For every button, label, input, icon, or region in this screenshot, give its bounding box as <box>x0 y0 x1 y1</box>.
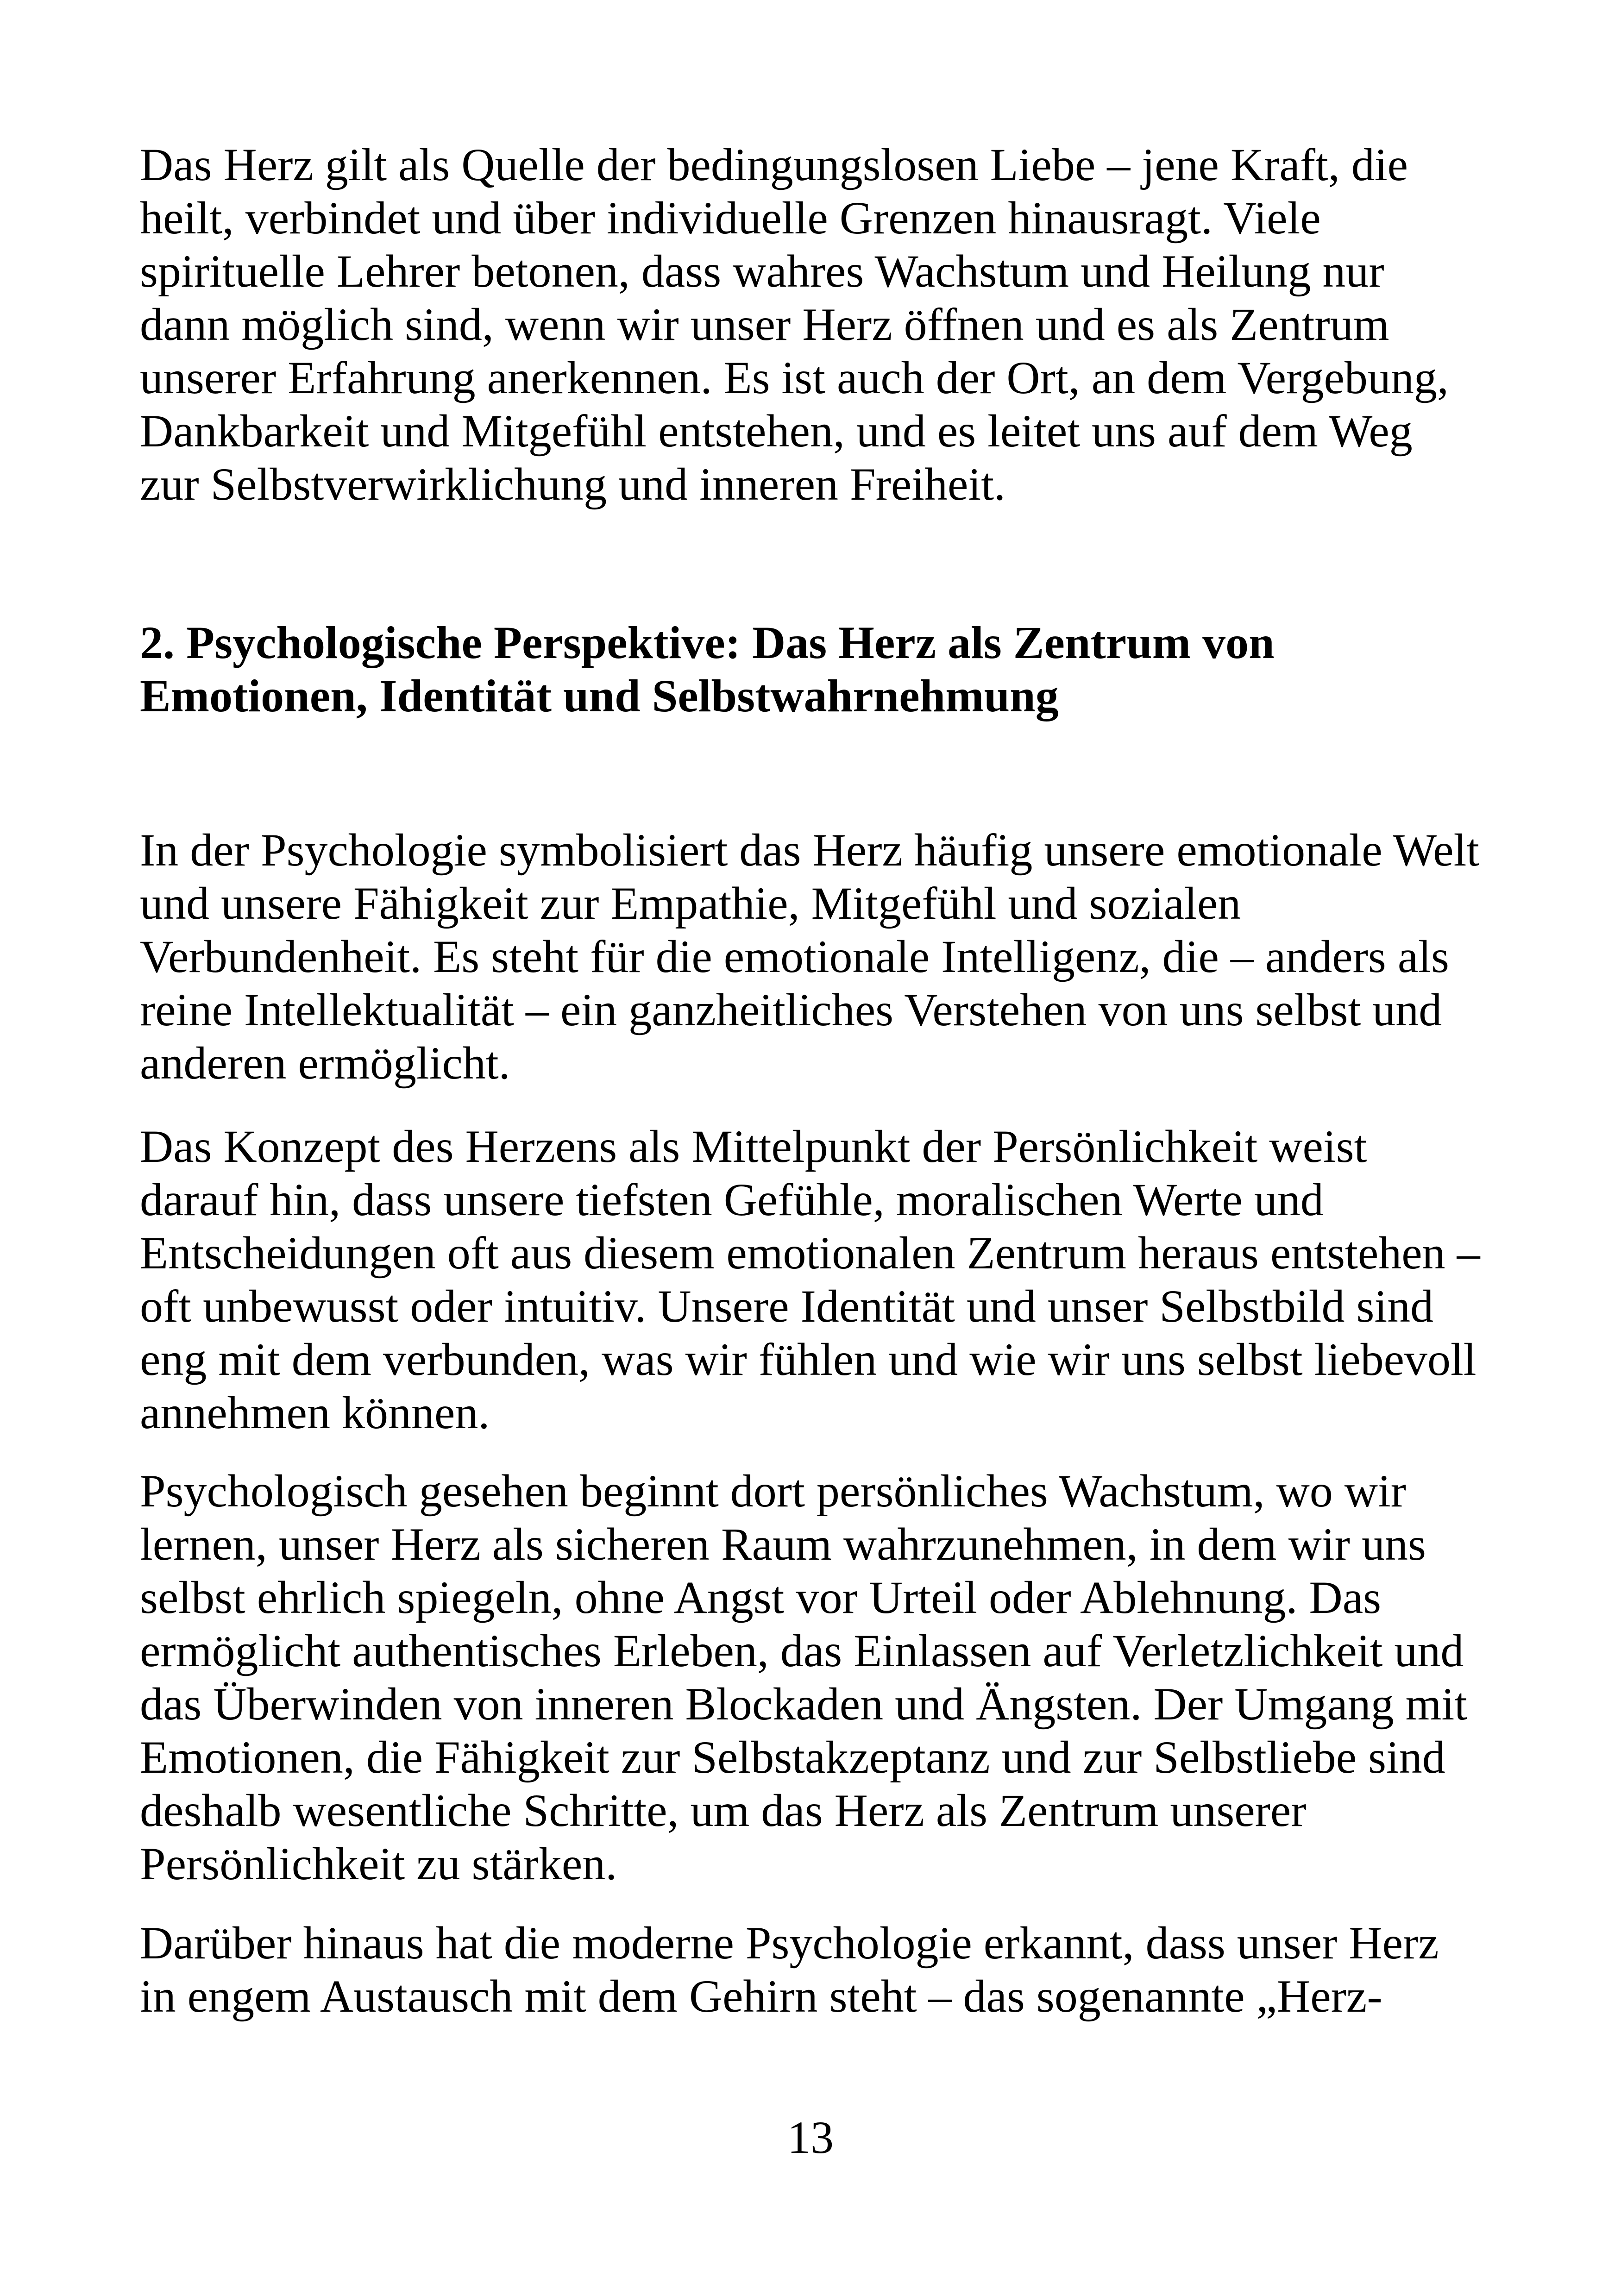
text-line: darauf hin, dass unsere tiefsten Gefühle, moralischen Werte und <box>140 1174 1324 1225</box>
text-line: unserer Erfahrung anerkennen. Es ist auch der Ort, an dem Vergebung, <box>140 352 1449 403</box>
text-line: das Überwinden von inneren Blockaden und Ängsten. Der Umgang mit <box>140 1678 1468 1730</box>
text-line: Persönlichkeit zu stärken. <box>140 1838 617 1889</box>
paragraph-heart-brain-exchange <box>140 1916 1502 2023</box>
paragraph-psychology-emotional-world <box>140 823 1502 1090</box>
text-line: In der Psychologie symbolisiert das Herz häufig unsere emotionale Welt <box>140 824 1480 876</box>
text-line: und unsere Fähigkeit zur Empathie, Mitgefühl und sozialen <box>140 878 1241 929</box>
text-line: dann möglich sind, wenn wir unser Herz öffnen und es als Zentrum <box>140 299 1389 350</box>
text-line: in engem Austausch mit dem Gehirn steht – das sogenannte „Herz- <box>140 1970 1382 2022</box>
text-line: reine Intellektualität – ein ganzheitliches Verstehen von uns selbst und <box>140 984 1442 1035</box>
text-line: Darüber hinaus hat die moderne Psychologie erkannt, dass unser Herz <box>140 1917 1439 1969</box>
text-line: annehmen können. <box>140 1387 490 1438</box>
page-number: 13 <box>787 2112 834 2163</box>
text-line: Psychologisch gesehen beginnt dort persönliches Wachstum, wo wir <box>140 1465 1407 1517</box>
text-line: Das Herz gilt als Quelle der bedingungslosen Liebe – jene Kraft, die <box>140 139 1408 190</box>
text-line: deshalb wesentliche Schritte, um das Herz als Zentrum unserer <box>140 1785 1307 1836</box>
text-line: Verbundenheit. Es steht für die emotionale Intelligenz, die – anders als <box>140 931 1449 982</box>
heading-line: 2. Psychologische Perspektive: Das Herz als Zentrum von <box>140 617 1275 668</box>
heading-line: Emotionen, Identität und Selbstwahrnehmung <box>140 670 1059 721</box>
text-line: spirituelle Lehrer betonen, dass wahres Wachstum und Heilung nur <box>140 245 1384 297</box>
text-line: zur Selbstverwirklichung und inneren Freiheit. <box>140 458 1005 510</box>
text-line: ermöglicht authentisches Erleben, das Einlassen auf Verletzlichkeit und <box>140 1625 1464 1676</box>
text-line: Emotionen, die Fähigkeit zur Selbstakzeptanz und zur Selbstliebe sind <box>140 1731 1445 1783</box>
text-line: Das Konzept des Herzens als Mittelpunkt der Persönlichkeit weist <box>140 1121 1367 1172</box>
text-line: Entscheidungen oft aus diesem emotionalen Zentrum heraus entstehen – <box>140 1227 1480 1279</box>
text-line: anderen ermöglicht. <box>140 1037 510 1089</box>
section-heading <box>140 616 1502 722</box>
text-line: oft unbewusst oder intuitiv. Unsere Identität und unser Selbstbild sind <box>140 1280 1434 1332</box>
paragraph-heart-personality-center <box>140 1120 1502 1439</box>
paragraph-heart-unconditional-love <box>140 138 1502 511</box>
paragraph-personal-growth <box>140 1464 1502 1890</box>
text-line: Dankbarkeit und Mitgefühl entstehen, und es leitet uns auf dem Weg <box>140 405 1413 457</box>
text-line: heilt, verbindet und über individuelle Grenzen hinausragt. Viele <box>140 192 1321 244</box>
text-line: selbst ehrlich spiegeln, ohne Angst vor Urteil oder Ablehnung. Das <box>140 1572 1382 1623</box>
text-line: lernen, unser Herz als sicheren Raum wahrzunehmen, in dem wir uns <box>140 1518 1426 1570</box>
text-line: eng mit dem verbunden, was wir fühlen und wie wir uns selbst liebevoll <box>140 1334 1476 1385</box>
